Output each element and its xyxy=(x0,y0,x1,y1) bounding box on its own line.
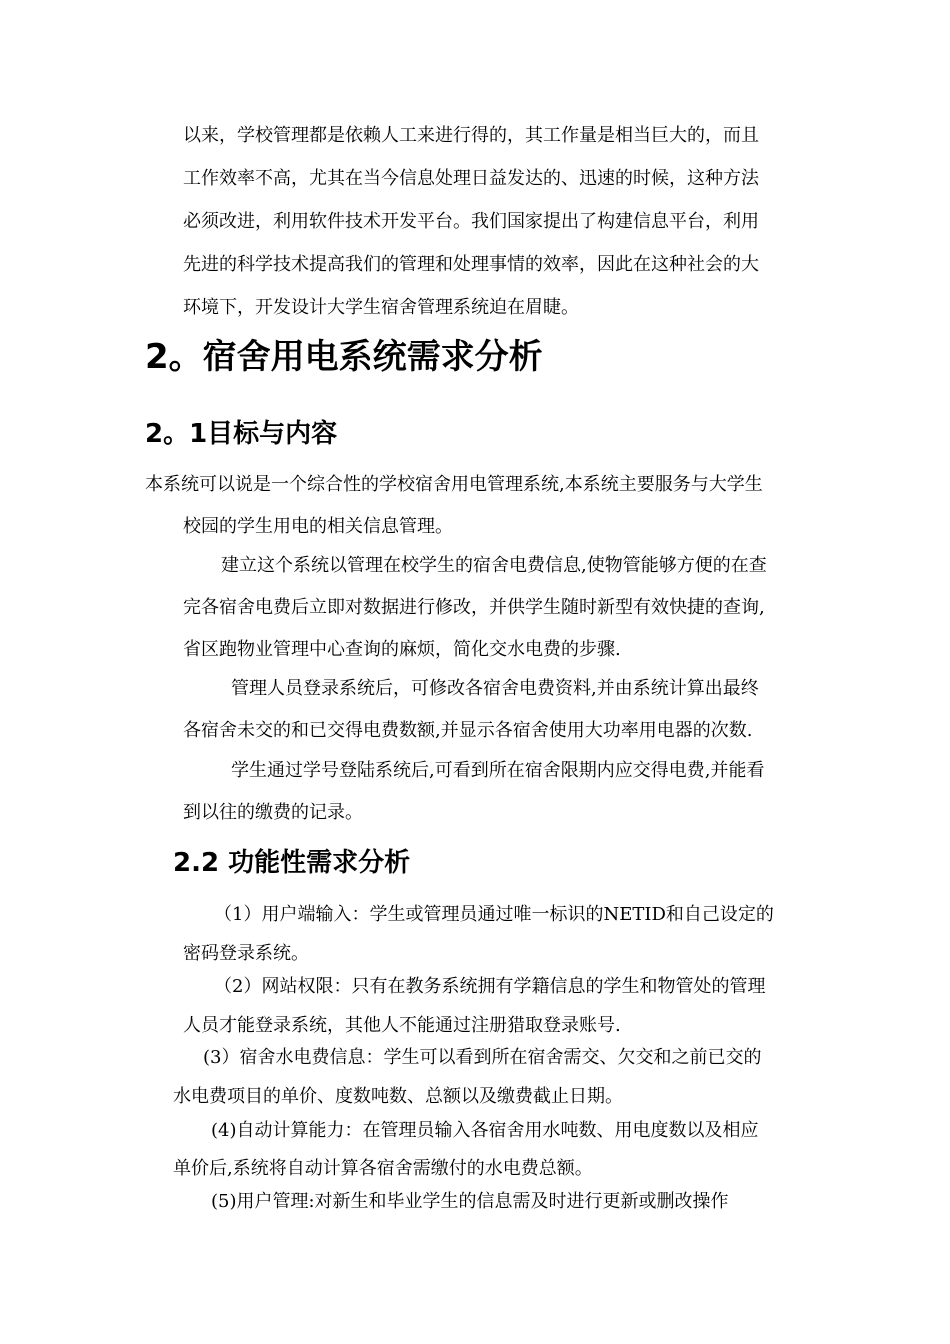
paragraph-line: 建立这个系统以管理在校学生的宿舍电费信息,使物管能够方便的在查 xyxy=(221,555,767,576)
paragraph-line: 单价后,系统将自动计算各宿舍需缴付的水电费总额。 xyxy=(173,1158,593,1179)
paragraph-line: 以来，学校管理都是依赖人工来进行得的，其工作量是相当巨大的，而且 xyxy=(183,125,759,146)
paragraph-line: 环境下，开发设计大学生宿舍管理系统迫在眉睫。 xyxy=(183,297,579,318)
paragraph-line: 水电费项目的单价、度数吨数、总额以及缴费截止日期。 xyxy=(173,1086,623,1107)
paragraph-line: 学生通过学号登陆系统后,可看到所在宿舍限期内应交得电费,并能看 xyxy=(231,760,765,781)
paragraph-line: (4)自动计算能力：在管理员输入各宿舍用水吨数、用电度数以及相应 xyxy=(211,1120,759,1141)
paragraph-line: 先进的科学技术提高我们的管理和处理事情的效率，因此在这种社会的大 xyxy=(183,254,759,275)
paragraph-line: 省区跑物业管理中心查询的麻烦，简化交水电费的步骤. xyxy=(183,639,621,660)
paragraph-line: 密码登录系统。 xyxy=(183,943,309,964)
section-heading: 2。宿舍用电系统需求分析 xyxy=(145,337,543,377)
paragraph-line: （1）用户端输入：学生或管理员通过唯一标识的NETID和自己设定的 xyxy=(214,904,774,925)
subsection-heading: 2.2 功能性需求分析 xyxy=(173,848,411,878)
paragraph-line: 到以往的缴费的记录。 xyxy=(183,802,363,823)
paragraph-line: （2）网站权限：只有在教务系统拥有学籍信息的学生和物管处的管理 xyxy=(214,976,766,997)
paragraph-line: (5)用户管理:对新生和毕业学生的信息需及时进行更新或删改操作 xyxy=(211,1191,729,1212)
paragraph-line: 管理人员登录系统后，可修改各宿舍电费资料,并由系统计算出最终 xyxy=(231,678,759,699)
paragraph-line: 各宿舍未交的和已交得电费数额,并显示各宿舍使用大功率用电器的次数. xyxy=(183,720,753,741)
paragraph-line: 本系统可以说是一个综合性的学校宿舍用电管理系统,本系统主要服务与大学生 xyxy=(145,474,763,495)
paragraph-line: 校园的学生用电的相关信息管理。 xyxy=(183,516,453,537)
subsection-heading: 2。1目标与内容 xyxy=(145,419,338,449)
paragraph-line: 完各宿舍电费后立即对数据进行修改，并供学生随时新型有效快捷的查询, xyxy=(183,597,765,618)
paragraph-line: 人员才能登录系统，其他人不能通过注册猎取登录账号. xyxy=(183,1015,621,1036)
paragraph-line: (3）宿舍水电费信息：学生可以看到所在宿舍需交、欠交和之前已交的 xyxy=(203,1047,762,1068)
paragraph-line: 工作效率不高，尤其在当今信息处理日益发达的、迅速的时候，这种方法 xyxy=(183,168,759,189)
paragraph-line: 必须改进，利用软件技术开发平台。我们国家提出了构建信息平台，利用 xyxy=(183,211,759,232)
